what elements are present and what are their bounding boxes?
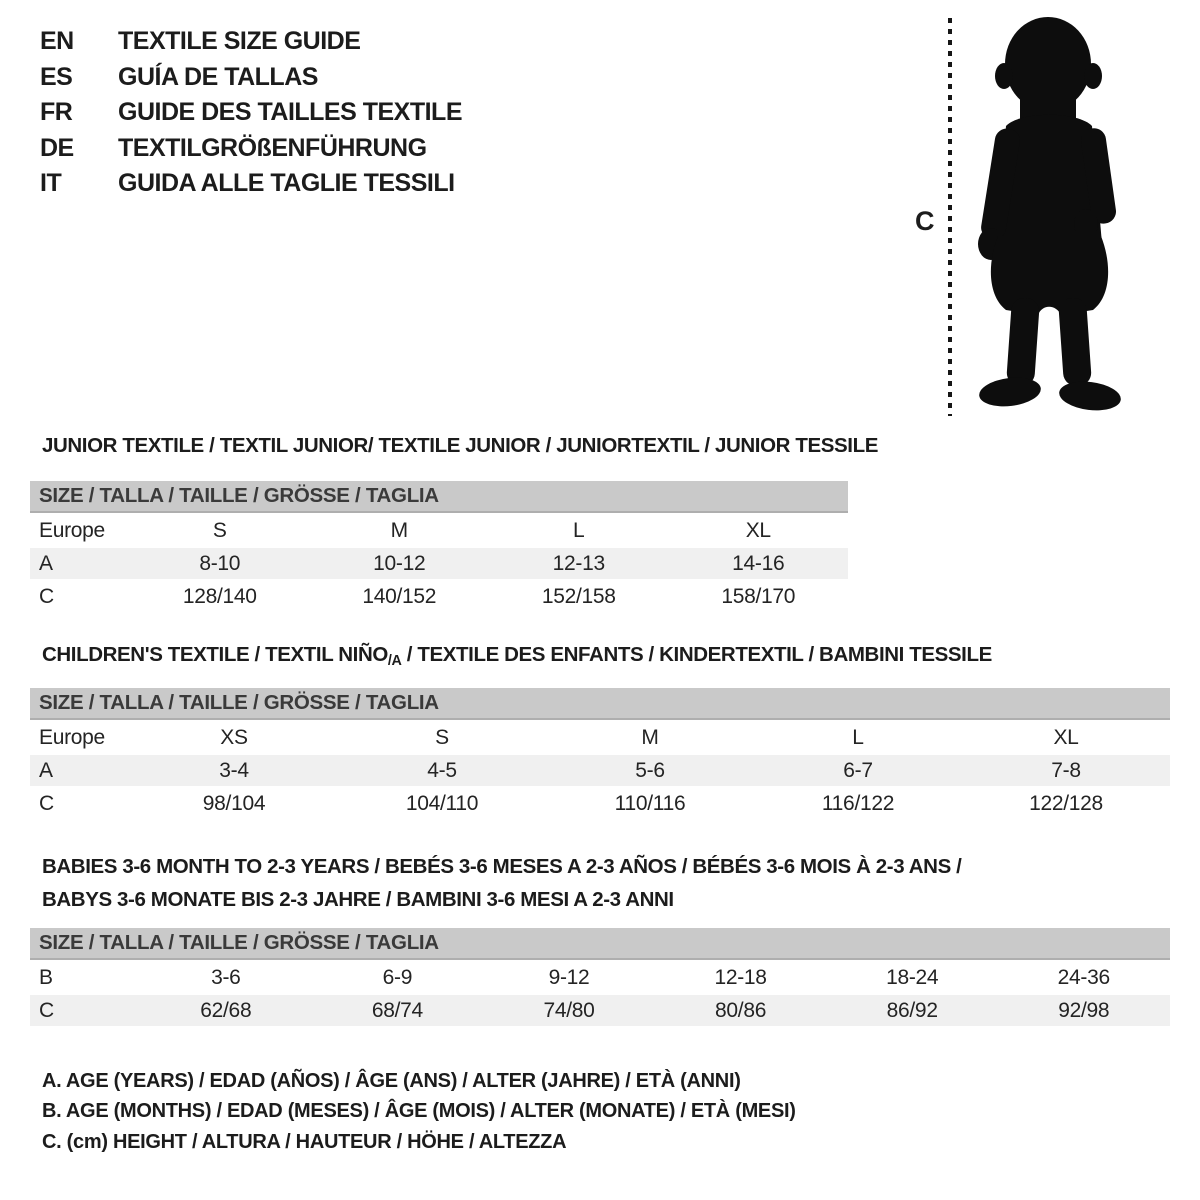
language-code: IT: [40, 169, 62, 198]
legend-line-b: B. AGE (MONTHS) / EDAD (MESES) / ÂGE (MOIS) / ALTER (MONATE) / ETÀ (MESI): [42, 1100, 796, 1123]
size-cell: L: [573, 518, 585, 542]
value-cell: 12-18: [714, 965, 767, 989]
row-label: C: [39, 584, 54, 608]
table-row: [30, 962, 1170, 993]
value-cell: 152/158: [541, 584, 616, 608]
value-cell: 74/80: [543, 998, 595, 1022]
value-cell: 110/116: [614, 791, 686, 815]
toddler-silhouette-icon: [960, 12, 1140, 420]
guide-title: TEXTILE SIZE GUIDE: [118, 27, 361, 56]
table-row: [30, 995, 1170, 1026]
value-cell: 3-4: [219, 758, 249, 782]
guide-title: TEXTILGRÖßENFÜHRUNG: [118, 133, 427, 162]
heading-text: / TEXTILE DES ENFANTS / KINDERTEXTIL / BAMBINI TESSILE: [401, 643, 992, 666]
row-label: A: [39, 551, 53, 575]
value-cell: 8-10: [199, 551, 241, 575]
row-label: Europe: [39, 725, 105, 749]
language-code: ES: [40, 62, 73, 91]
heading-line: BABIES 3-6 MONTH TO 2-3 YEARS / BEBÉS 3-6 MESES A 2-3 AÑOS / BÉBÉS 3-6 MOIS À 2-3 ANS /: [42, 855, 962, 878]
value-cell: 116/122: [821, 791, 895, 815]
row-label: C: [39, 791, 54, 815]
guide-title: GUIDA ALLE TAGLIE TESSILI: [118, 169, 455, 198]
row-label: A: [39, 758, 53, 782]
height-measure-line: [948, 18, 952, 416]
value-cell: 104/110: [405, 791, 479, 815]
value-cell: 122/128: [1029, 791, 1103, 815]
value-cell: 4-5: [427, 758, 457, 782]
row-label: Europe: [39, 518, 105, 542]
legend-line-c: C. (cm) HEIGHT / ALTURA / HAUTEUR / HÖHE / ALTEZZA: [42, 1130, 567, 1153]
value-cell: 140/152: [362, 584, 437, 608]
junior-size-table: [30, 481, 848, 612]
value-cell: 6-9: [382, 965, 413, 989]
size-cell: M: [390, 518, 408, 542]
size-cell: XL: [745, 518, 771, 542]
babies-size-table: [30, 928, 1170, 1026]
value-cell: 68/74: [371, 998, 423, 1022]
value-cell: 80/86: [715, 998, 767, 1022]
heading-subscript: /A: [387, 653, 402, 670]
language-code: EN: [40, 27, 74, 56]
value-cell: 18-24: [886, 965, 939, 989]
legend-line-a: A. AGE (YEARS) / EDAD (AÑOS) / ÂGE (ANS) / ALTER (JAHRE) / ETÀ (ANNI): [42, 1069, 741, 1092]
language-row: [40, 24, 462, 60]
table-row: [30, 515, 848, 546]
height-measure-label: C: [915, 206, 935, 236]
table-row: [30, 755, 1170, 786]
heading-line: BABYS 3-6 MONATE BIS 2-3 JAHRE / BAMBINI 3-6 MESI A 2-3 ANNI: [42, 887, 674, 911]
language-row: [40, 60, 462, 96]
table-row: [30, 788, 1170, 819]
table-row: [30, 548, 848, 579]
value-cell: 158/170: [721, 584, 796, 608]
language-code: DE: [40, 133, 74, 162]
babies-section-heading: [42, 851, 961, 916]
children-size-bar: SIZE / TALLA / TAILLE / GRÖSSE / TAGLIA: [30, 688, 1170, 720]
measurement-legend: [42, 1066, 796, 1158]
guide-title: GUIDE DES TAILLES TEXTILE: [118, 98, 463, 127]
size-cell: XL: [1053, 725, 1079, 749]
value-cell: 5-6: [635, 758, 665, 782]
guide-title: GUÍA DE TALLAS: [118, 62, 318, 91]
babies-size-bar: SIZE / TALLA / TAILLE / GRÖSSE / TAGLIA: [30, 928, 1170, 960]
value-cell: 92/98: [1058, 998, 1110, 1022]
value-cell: 98/104: [202, 791, 266, 815]
value-cell: 12-13: [552, 551, 605, 575]
heading-text: CHILDREN'S TEXTILE / TEXTIL NIÑO: [42, 643, 388, 666]
value-cell: 24-36: [1057, 965, 1110, 989]
size-cell: S: [212, 518, 227, 542]
value-cell: 62/68: [200, 998, 252, 1022]
row-label: C: [39, 998, 54, 1022]
value-cell: 86/92: [886, 998, 938, 1022]
value-cell: 3-6: [211, 965, 241, 989]
language-code: FR: [40, 98, 73, 127]
junior-section-heading: JUNIOR TEXTILE / TEXTIL JUNIOR/ TEXTILE JUNIOR / JUNIORTEXTIL / JUNIOR TESSILE: [42, 434, 878, 457]
language-list: [40, 24, 462, 202]
junior-size-bar: SIZE / TALLA / TAILLE / GRÖSSE / TAGLIA: [30, 481, 848, 513]
value-cell: 7-8: [1051, 758, 1081, 782]
language-row: [40, 131, 462, 167]
size-cell: XS: [220, 725, 248, 749]
value-cell: 14-16: [732, 551, 785, 575]
size-cell: L: [852, 725, 864, 749]
value-cell: 128/140: [182, 584, 257, 608]
row-label: B: [39, 965, 53, 989]
size-cell: M: [641, 725, 659, 749]
children-size-table: [30, 688, 1170, 819]
children-section-heading: [42, 643, 992, 670]
value-cell: 9-12: [548, 965, 590, 989]
size-cell: S: [435, 725, 449, 749]
language-row: [40, 166, 462, 202]
table-row: [30, 581, 848, 612]
value-cell: 6-7: [843, 758, 873, 782]
language-row: [40, 95, 462, 131]
value-cell: 10-12: [373, 551, 426, 575]
table-row: [30, 722, 1170, 753]
